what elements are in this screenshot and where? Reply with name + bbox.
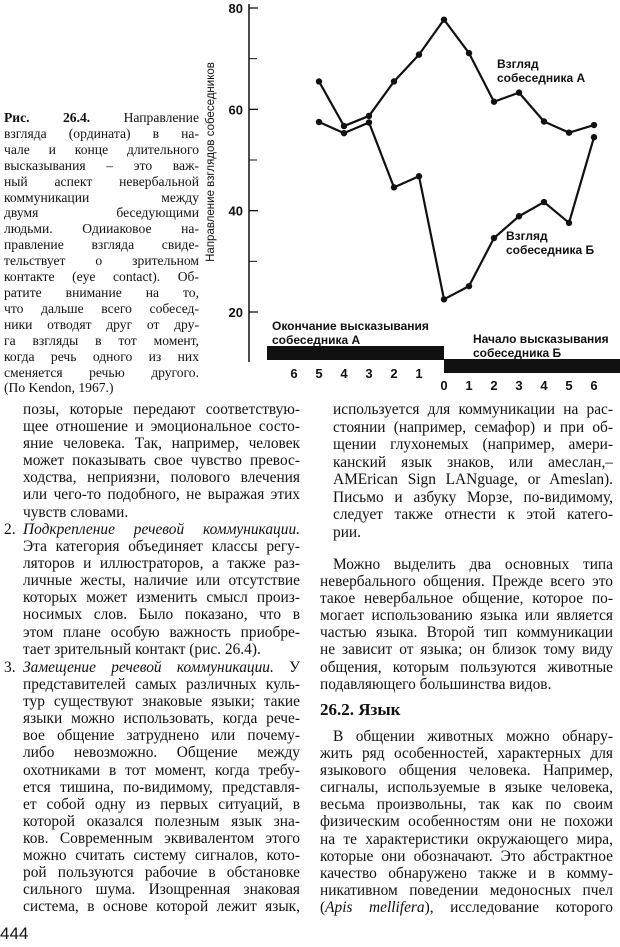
x-tick-label: 3 — [515, 378, 523, 393]
text-line — [23, 659, 300, 676]
left-item-2 — [23, 521, 300, 658]
x-tick-label: 4 — [340, 366, 348, 381]
text-line: щее отношение и эмоциональное состо- — [23, 418, 300, 436]
text-line: могает использованию языка или является — [320, 607, 613, 625]
text-line: канский язык знаков, или амеслан,– — [333, 453, 613, 471]
data-point — [441, 16, 447, 22]
text-line: рии. — [333, 523, 362, 541]
text-segment: ( — [320, 898, 326, 916]
x-tick-label: 4 — [540, 378, 548, 393]
text-line: тельствует о зрительном — [4, 253, 199, 269]
y-tick-label: 20 — [228, 305, 243, 320]
data-point — [416, 51, 422, 57]
text-line: Эта категория объединяет классы регу- — [23, 538, 300, 556]
text-line: когда речь одного из них — [4, 348, 199, 364]
text-line: не зависит от языка; он близок тому виду — [320, 641, 613, 659]
text-line: на те характеристики окружающего мира, — [320, 830, 613, 848]
x-tick-label: 6 — [590, 378, 598, 393]
section-heading: 26.2. Язык — [320, 700, 401, 719]
data-point — [591, 134, 597, 140]
series-label: собеседника Б — [506, 243, 595, 257]
text-line: стоянии (например, семафор) и при об- — [333, 418, 613, 436]
right-para-2 — [320, 556, 613, 693]
text-line: ется тишина, по-видимому, представля- — [23, 778, 300, 796]
right-para-1 — [333, 401, 613, 541]
text-line: ходства, неприязни, полового влечения — [23, 469, 300, 487]
text-line: или чего-то подобного, не выражая этих — [23, 486, 300, 504]
right-para-3 — [320, 728, 613, 916]
text-line: чувств словами. — [23, 503, 129, 521]
text-line: можно считать систему сигналов, кото- — [23, 847, 300, 865]
text-line: ет собой одну из первых ситуаций, в — [23, 795, 300, 813]
text-segment: У — [273, 659, 301, 676]
text-line: позы, которые передают соответствую- — [23, 401, 300, 418]
text-line: взгляда (ордината) в на- — [4, 125, 199, 141]
text-line: яние человека. Так, например, человек — [23, 435, 300, 453]
text-line: Письмо и азбуку Морзе, по-видимому, — [333, 488, 613, 506]
data-point — [391, 184, 397, 190]
text-line: сигналы, используемые в языке человека, — [320, 779, 613, 797]
text-line: (По Kendon, 1967.) — [4, 380, 114, 396]
text-line: языкового общения человека. Например, — [320, 762, 613, 780]
x-tick-label: 6 — [290, 366, 298, 381]
data-point — [591, 122, 597, 128]
text-line: Можно выделить два основных типа — [333, 556, 613, 573]
bold-text: Рис. 26.4. — [4, 110, 91, 125]
text-line: языки можно использовать, когда рече- — [23, 710, 300, 728]
data-point — [566, 220, 572, 226]
text-line: чале и конце длительного — [4, 141, 199, 157]
text-line: щении глухонемых (например, амери- — [333, 436, 613, 453]
text-line: сильного шума. Изощренная знаковая — [23, 881, 300, 899]
text-line: ляторов и иллюстраторов, а также раз- — [23, 555, 300, 573]
text-line: может показывать свое чувство превос- — [23, 452, 300, 470]
text-line: весьма произвольны, так как по своим — [320, 796, 613, 814]
x-tick-label: 1 — [465, 378, 473, 393]
text-line: тур существуют знаковые языки; такие — [23, 693, 300, 711]
text-line: физическим особенностям они не похожи — [320, 813, 613, 831]
italic-text: Apis mellifera — [325, 898, 425, 916]
text-line: личные жесты, наличие или отсутствие — [23, 572, 300, 590]
item-2-number: 2. — [4, 521, 16, 538]
italic-text: Замещение речевой коммуникации. — [23, 659, 274, 676]
text-line: сменяется речью другого. — [4, 364, 199, 380]
data-point — [466, 50, 472, 56]
y-tick-label: 40 — [228, 203, 243, 219]
series-label: собеседника А — [497, 71, 586, 85]
y-axis-label: Направление взглядов собеседников — [205, 62, 217, 262]
text-line: рой пользуются рабочие в обстановке — [23, 864, 300, 882]
text-line: следует также отнести к этой катего- — [333, 506, 613, 523]
text-line: правление взгляда свиде- — [4, 237, 199, 253]
text-line: вое общение затруднено или почему- — [23, 727, 300, 745]
text-line: подавляющего большинства видов. — [320, 675, 552, 693]
data-point — [341, 123, 347, 129]
x-tick-label: 3 — [365, 366, 373, 381]
data-point — [516, 89, 522, 95]
text-line: высказывания – это важ- — [4, 157, 199, 173]
x-tick-label: 1 — [415, 366, 423, 381]
data-point — [441, 296, 447, 302]
data-point — [491, 99, 497, 105]
data-point — [566, 129, 572, 135]
text-line: двумя беседующими — [4, 205, 199, 221]
left-para-1 — [23, 401, 300, 521]
text-line: такое невербальное общение, которое по- — [320, 590, 613, 608]
text-line: охотниками в тот момент, когда требу- — [23, 761, 300, 779]
text-line: общения, которым пользуются животные — [320, 658, 613, 676]
segment-label: собеседника А — [272, 333, 361, 347]
text-line: используется для коммуникации на рас- — [333, 401, 613, 418]
text-line: никативном поведении медоносных пчел — [320, 881, 613, 899]
page-number: 444 — [0, 924, 29, 943]
data-point — [391, 78, 397, 84]
data-point — [366, 119, 372, 125]
segment-label: Начало высказывания — [473, 332, 609, 346]
text-line: которых может изменить смысл произ- — [23, 589, 300, 607]
data-point — [316, 119, 322, 125]
text-line: которые они обозначают. Это абстрактное — [320, 847, 613, 865]
data-point — [466, 283, 472, 289]
text-segment: Направление — [90, 110, 199, 125]
text-line: В общении животных можно обнару- — [333, 728, 613, 745]
text-segment: ), исследование которого — [424, 898, 613, 916]
text-line: этом плане особую важность приобре- — [23, 623, 300, 641]
text-line: частью языка. Второй тип коммуникации — [320, 624, 613, 642]
data-point — [366, 113, 372, 119]
text-line: AMErican Sign LANguage, or Ameslan). — [333, 471, 613, 488]
x-tick-label: 0 — [440, 378, 448, 393]
text-line: контакте (eye contact). Об- — [4, 269, 199, 285]
y-tick-label: 80 — [228, 1, 243, 16]
text-line — [320, 899, 613, 916]
data-point — [316, 78, 322, 84]
text-line: га взгляды в тот момент, — [4, 332, 199, 348]
text-line: ратите внимание на то, — [4, 284, 199, 300]
segment-bar-speaker-b — [444, 359, 620, 373]
text-line — [23, 521, 300, 538]
text-line: ков. Современным эквивалентом этого — [23, 829, 300, 847]
text-line: жить ряд особенностей, характерных для — [320, 745, 613, 763]
segment-label: собеседника Б — [473, 346, 562, 360]
text-line: либо невозможно. Общение между — [23, 744, 300, 762]
text-line: что дальше всего собесед- — [4, 300, 199, 316]
series-line-b — [319, 122, 594, 299]
x-tick-label: 5 — [565, 378, 573, 393]
text-line: представителей самых различных куль- — [23, 676, 300, 694]
x-tick-label: 2 — [390, 366, 398, 381]
data-point — [516, 213, 522, 219]
left-item-3 — [23, 659, 300, 915]
data-point — [491, 235, 497, 241]
text-line: тает зрительный контакт (рис. 26.4). — [23, 640, 261, 658]
data-point — [341, 130, 347, 136]
italic-text: Подкрепление речевой коммуникации. — [23, 521, 300, 538]
series-label: Взгляд — [497, 57, 539, 71]
data-point — [541, 199, 547, 205]
text-line: ники отводят друг от дру- — [4, 316, 199, 332]
segment-label: Окончание высказывания — [272, 319, 429, 333]
text-line: качество обнаружено также и в комму- — [320, 864, 613, 882]
y-tick-label: 60 — [228, 102, 243, 118]
text-line: носимых слов. Было показано, что в — [23, 606, 300, 624]
series-label: Взгляд — [506, 229, 548, 243]
text-line: невербального общения. Прежде всего это — [320, 573, 613, 591]
data-point — [541, 118, 547, 124]
gaze-chart — [0, 0, 620, 400]
text-line: которой оказался полезным язык зна- — [23, 812, 300, 830]
x-tick-label: 5 — [315, 366, 323, 381]
segment-bar-speaker-a — [267, 346, 444, 360]
text-line: коммуникации между — [4, 189, 199, 205]
item-3-number: 3. — [4, 659, 16, 676]
data-point — [416, 173, 422, 179]
x-tick-label: 2 — [490, 378, 498, 393]
text-line: ный аспект невербальной — [4, 173, 199, 189]
text-line: людьми. Одииаковое на- — [4, 221, 199, 237]
text-line: система, в основе которой лежит язык, — [23, 898, 300, 916]
